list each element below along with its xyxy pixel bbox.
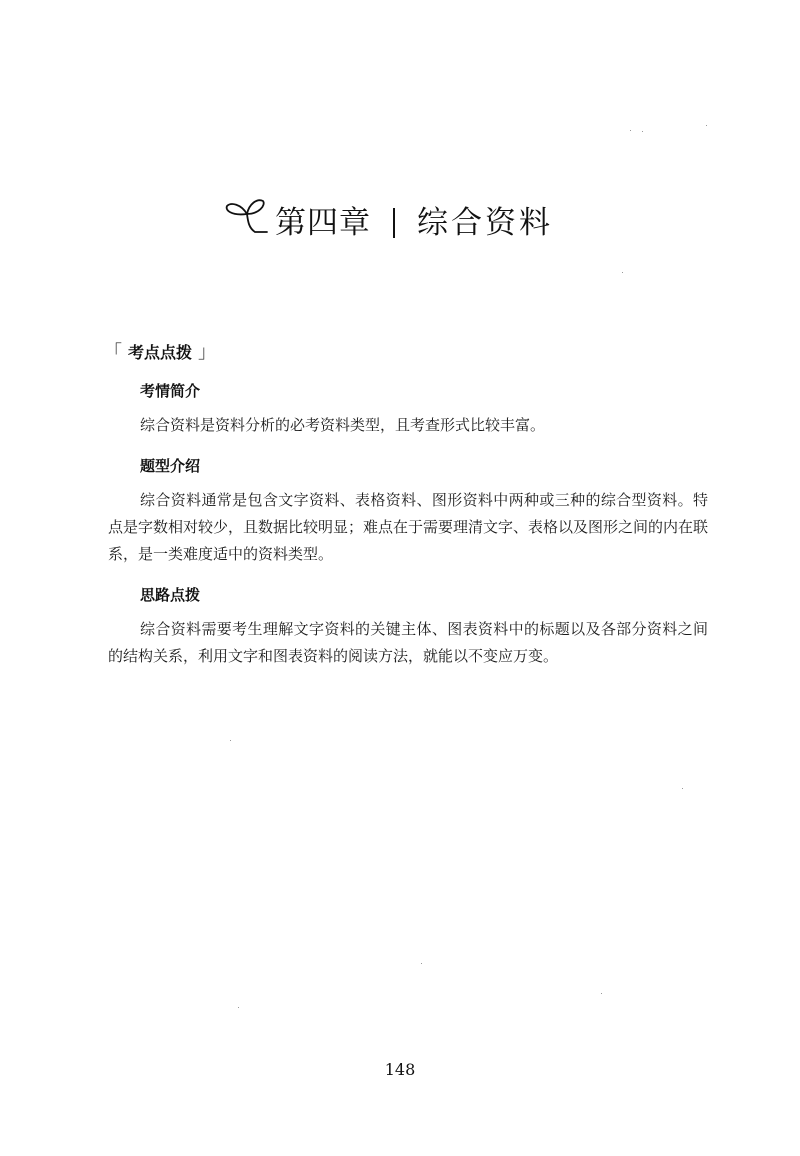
scan-speck (642, 131, 643, 132)
scan-speck (601, 993, 602, 994)
page-number: 148 (384, 1060, 416, 1079)
content-body (108, 380, 708, 686)
scan-speck (682, 788, 683, 789)
section-label-text: 考点点拨 (128, 342, 193, 362)
block-text: 综合资料是资料分析的必考资料类型，且考查形式比较丰富。 (140, 416, 546, 434)
scan-speck (421, 963, 422, 964)
scan-speck (630, 130, 631, 131)
bracket-right: 」 (198, 342, 217, 363)
block-heading: 题型介绍 (140, 457, 201, 475)
scan-speck (230, 740, 231, 741)
scan-speck (706, 125, 707, 126)
block-heading: 考情简介 (140, 382, 201, 400)
bracket-left: 「 (104, 342, 122, 363)
chapter-header (0, 198, 800, 248)
sprout-icon (223, 192, 273, 242)
scan-speck (238, 1007, 239, 1008)
block-text: 综合资料通常是包含文字资料、表格资料、图形资料中两种或三种的综合型资料。特点是字数相对较少，且数据比较明显；难点在于需要理清文字、表格以及图形之间的内在联系，是一类难度适中的资料类型。 (108, 491, 709, 563)
chapter-divider (393, 208, 395, 238)
scan-speck (622, 272, 623, 273)
section-label (104, 338, 216, 364)
block-text: 综合资料需要考生理解文字资料的关键主体、图表资料中的标题以及各部分资料之间的结构关系，利用文字和图表资料的阅读方法，就能以不变应万变。 (108, 620, 708, 665)
chapter-title: 第四章 (275, 204, 371, 241)
chapter-subtitle: 综合资料 (417, 204, 553, 241)
block-heading: 思路点拨 (140, 586, 201, 604)
